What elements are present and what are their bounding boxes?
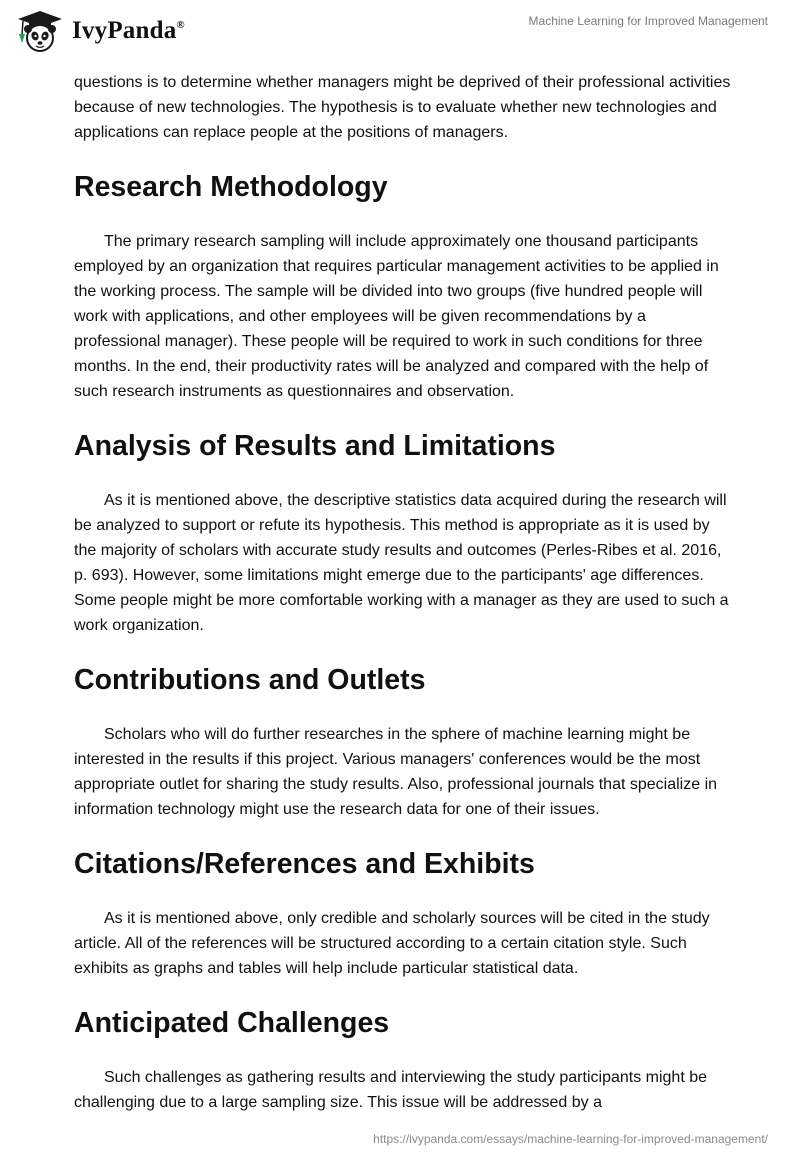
paragraph-intro-continued: questions is to determine whether managers might be deprived of their professional activities because of new technologies. The hypothesis is to evaluate whether new technologies and applications can replace people at the positions of managers.	[74, 74, 731, 141]
paragraph-analysis-results-limitations: As it is mentioned above, the descriptive statistics data acquired during the research will be analyzed to support or refute its hypothesis. This method is appropriate as it is used by the majority of scholars with accurate study results and outcomes (Perles-Ribes et al. 2016, p. 693). However, some limitations might emerge due to the participants' age differences. Some people might be more comfortable working with a manager as they are used to such a work organization.	[74, 492, 729, 634]
document-title: Machine Learning for Improved Management	[528, 14, 768, 28]
heading-contributions-outlets: Contributions and Outlets	[74, 664, 426, 696]
heading-analysis-results-limitations: Analysis of Results and Limitations	[74, 430, 556, 462]
essay-content	[74, 70, 734, 1115]
heading-anticipated-challenges: Anticipated Challenges	[74, 1007, 390, 1039]
heading-citations-references-exhibits: Citations/References and Exhibits	[74, 848, 535, 880]
paragraph-contributions-outlets: Scholars who will do further researches in the sphere of machine learning might be interested in the results if this project. Various managers' conferences would be the most appropriate outlet for sharing the study results. Also, professional journals that specialize in information technology might use the research data for one of their issues.	[74, 726, 718, 818]
paragraph-research-methodology: The primary research sampling will include approximately one thousand participants employed by an organization that requires particular management activities to be applied in the working process. The sample will be divided into two groups (five hundred people will work with applications, and other employees will be given recommendations by a professional manager). These people will be required to work in such conditions for three months. In the end, their productivity rates will be analyzed and compared with the help of such research instruments as questionnaires and observation.	[74, 233, 719, 400]
page-header	[0, 0, 800, 64]
logo-text: IvyPanda®	[72, 17, 185, 44]
registered-mark: ®	[176, 19, 185, 31]
footer-source-url[interactable]: https://ivypanda.com/essays/machine-learning-for-improved-management/	[373, 1132, 768, 1146]
paragraph-anticipated-challenges: Such challenges as gathering results and interviewing the study participants might be challenging due to a large sampling size. This issue will be addressed by a	[74, 1069, 708, 1111]
heading-research-methodology: Research Methodology	[74, 171, 388, 203]
panda-graduation-cap-icon	[16, 9, 64, 53]
paragraph-citations-references-exhibits: As it is mentioned above, only credible and scholarly sources will be cited in the study article. All of the references will be structured according to a certain citation style. Such exhibits as graphs and tables will help include particular statistical data.	[74, 910, 710, 977]
ivypanda-logo[interactable]	[16, 9, 185, 53]
